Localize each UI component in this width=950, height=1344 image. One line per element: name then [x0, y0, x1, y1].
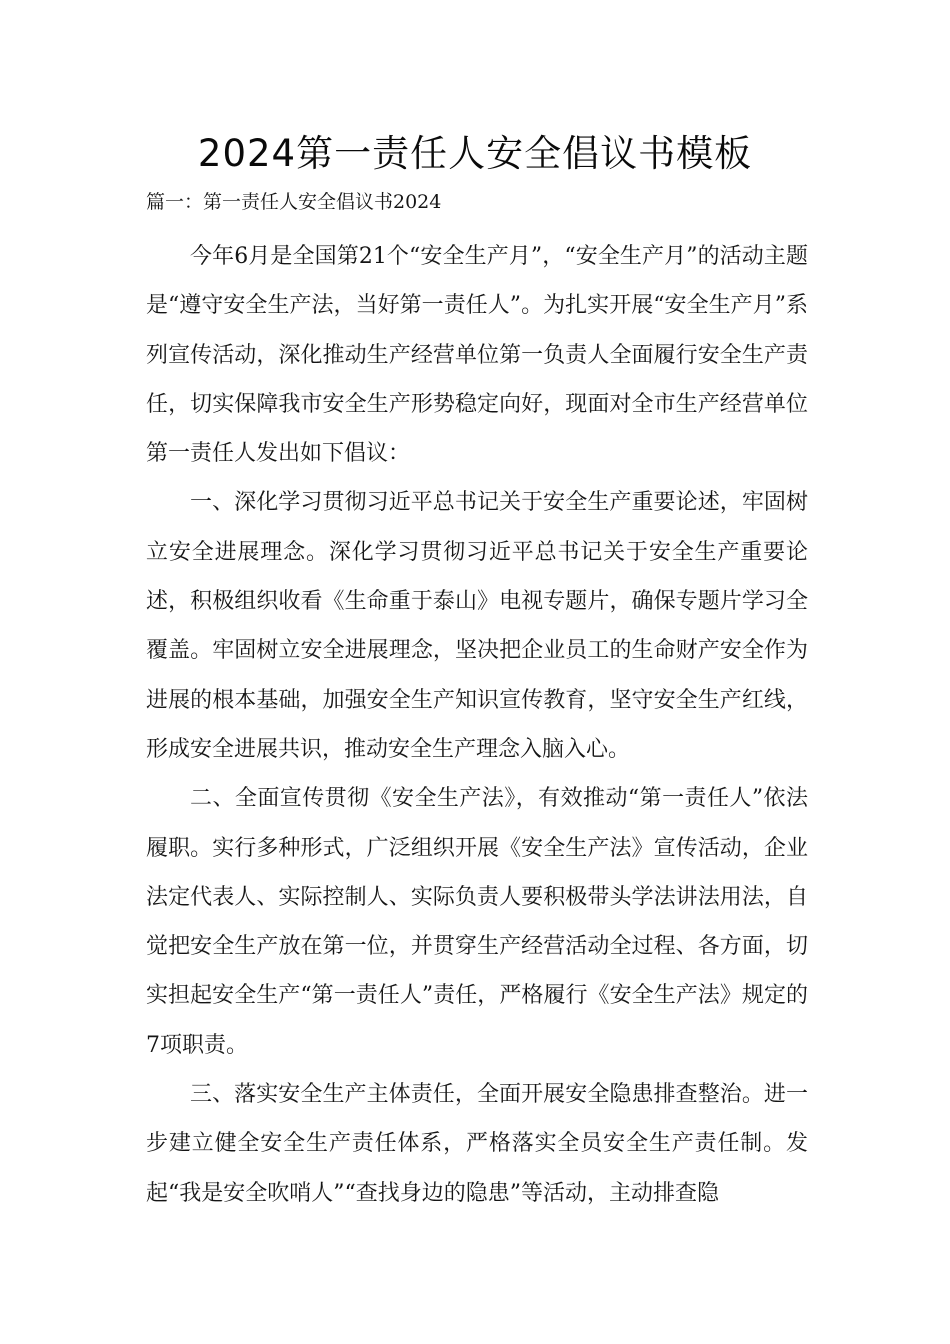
paragraph-point-2: 二、全面宣传贯彻《安全生产法》，有效推动“第一责任人”依法履职。实行多种形式，广泛组织开展《安全生产法》宣传活动，企业法定代表人、实际控制人、实际负责人要积极带头学法讲法用法，自觉把安全生产放在第一位，并贯穿生产经营活动全过程、各方面，切实担起安全生产“第一责任人”责任，严格履行《安全生产法》规定的7项职责。	[146, 786, 808, 1058]
document-subtitle: 篇一：第一责任人安全倡议书2024	[146, 191, 442, 213]
paragraph-point-3: 三、落实安全生产主体责任，全面开展安全隐患排查整治。进一步建立健全安全生产责任体系，严格落实全员安全生产责任制。发起“我是安全吹哨人”“查找身边的隐患”等活动，主动排查隐	[146, 1082, 808, 1206]
paragraph-point-1: 一、深化学习贯彻习近平总书记关于安全生产重要论述，牢固树立安全进展理念。深化学习贯彻习近平总书记关于安全生产重要论述，积极组织收看《生命重于泰山》电视专题片，确保专题片学习全覆盖。牢固树立安全进展理念，坚决把企业员工的生命财产安全作为进展的根本基础，加强安全生产知识宣传教育，坚守安全生产红线，形成安全进展共识，推动安全生产理念入脑入心。	[146, 490, 808, 762]
document-body	[146, 232, 808, 1218]
document-title: 2024第一责任人安全倡议书模板	[197, 132, 753, 175]
paragraph-intro: 今年6月是全国第21个“安全生产月”，“安全生产月”的活动主题是“遵守安全生产法，当好第一责任人”。为扎实开展“安全生产月”系列宣传活动，深化推动生产经营单位第一负责人全面履行安全生产责任，切实保障我市安全生产形势稳定向好，现面对全市生产经营单位第一责任人发出如下倡议：	[146, 244, 808, 467]
